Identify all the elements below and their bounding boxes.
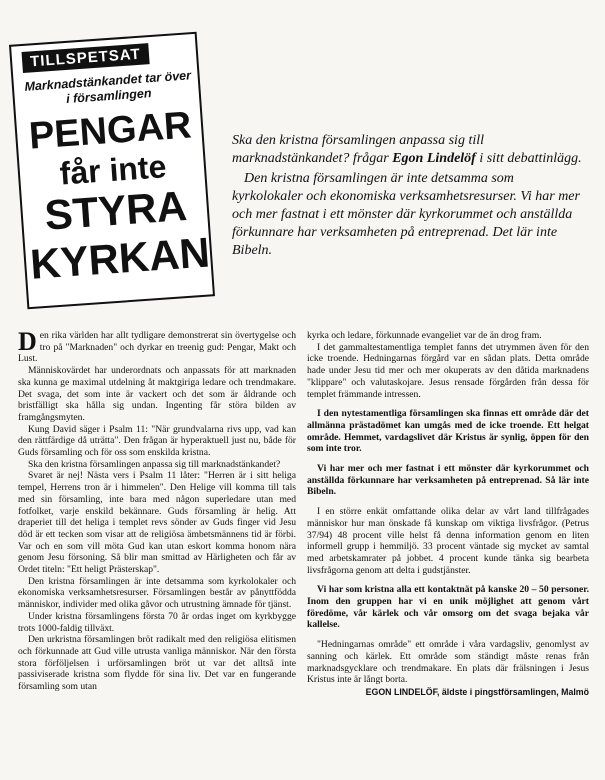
headline-box	[9, 32, 215, 309]
lead-paragraph-1: Ska den kristna församlingen anpassa sig till marknadstänkandet? frågar Egon Lindelöf i sitt debattinlägg.	[232, 133, 582, 166]
body-paragraph: Människovärdet har underordnats och anpassats för att marknaden ska kunna ge maximal utdelning åt maktgiriga ledare och trendmakare. Det svaga, det som inte är vackert och det som är åldrande och bristfälligt ska hålla sig undan. Ingenting får störa bilden av framgångsmyten.	[18, 365, 296, 423]
headline-line-2: får inte	[58, 148, 168, 192]
headline-line-1: PENGAR	[27, 104, 193, 158]
bold-paragraph: Vi har mer och mer fastnat i ett mönster där kyrkorummet och anställda förkunnare har verksamheten på entreprenad. Så lär inte Bibeln.	[307, 463, 589, 498]
body-paragraph: Kung David säger i Psalm 11: "När grundvalarna rivs upp, vad kan den rättfärdige då uträtta". Den frågan är hyperaktuell just nu, både för Guds församling och för oss som enskilda kristna.	[18, 423, 296, 459]
left-column	[18, 327, 296, 693]
body-paragraph: Den urkristna församlingen bröt radikalt med den religiösa elitismen och förkunnade att Gud ville utrusta vanliga människor. När den första stora förföljelsen i urförsamlingen bröt ut var det alltså inte passiviserade kristna som flydde för sina liv. Det var en fungerande församling som utan	[18, 634, 296, 693]
headline-line-4: KYRKAN	[28, 228, 212, 288]
section-kicker: TILLSPETSAT	[22, 43, 150, 73]
article-lead	[232, 132, 582, 262]
bold-paragraph: Vi har som kristna alla ett kontaktnät på kanske 20 – 50 personer. Inom den gruppen har vi en unik möjlighet att genom vårt föredöme, vår kärlek och vår omsorg om det svaga bejaka vår kallelse.	[307, 584, 589, 631]
lead-paragraph-2: Den kristna församlingen är inte detsamma som kyrkolokaler och ekonomiska verksamhetsresurser. Vi har mer och mer fastnat i ett mönster där kyrkorummet och anställda förkunnare har verksamheten på entreprenad. Det lär inte Bibeln.	[232, 171, 580, 258]
body-paragraph: I en större enkät omfattande olika delar av vårt land tillfrågades människor hur man önskade få kunskap om viktiga livsfrågor. (Petrus 37/94) 48 procent ville helst få denna information genom en liten informell grupp i hemmiljö. 33 procent väntade sig mycket av samtal med arbetskamrater på jobbet. 4 procent kunde tänka sig bearbeta livsfrågorna genom att delta i gudstjänster.	[307, 506, 589, 576]
lead-author: Egon Lindelöf	[392, 151, 476, 166]
drop-cap: D	[18, 327, 37, 356]
body-paragraph: "Hedningarnas område" ett område i våra vardagsliv, genomlyst av sanning och kärlek. Ett område som ständigt måste renas från marknadsgycklare och trendmakare. En plats där frälsningen i Jesus Kristus inte är långt borta.	[307, 639, 589, 686]
body-paragraph: Den rika världen har allt tydligare demonstrerat sin övertygelse och tro på "Marknaden" och dyrkar en treenig gud: Pengar, Makt och Lust.	[18, 327, 296, 365]
right-column	[307, 330, 589, 699]
bold-paragraph: I den nytestamentliga församlingen ska finnas ett område där det allmänna prästadömet kan umgås med de icke troende. Ett helgat område. Hemmet, vardagslivet där Kristus är synlig, öppen för den som inte tror.	[307, 408, 589, 455]
body-paragraph: Den kristna församlingen är inte detsamma som kyrkolokaler och ekonomiska verksamhetsresurser. Församlingen består av pånyttfödda människor, individer med olika gåvor och utrustning ämnade för tjänst.	[18, 575, 296, 611]
body-paragraph: Under kristna församlingens första 70 år ordas inget om kyrkbygge trots 1000-faldig tillväxt.	[18, 610, 296, 634]
body-paragraph: I det gammaltestamentliga templet fanns det utrymmen även för den icke troende. Hedningarnas förgård var en sådan plats. Detta område hade under Jesu tid mer och mer okuperats av den dåtida marknadens "klippare" och valutaskojare. Jesus rensade förgården från dessa för templet främmande intressen.	[307, 341, 589, 400]
body-paragraph: Svaret är nej! Nästa vers i Psalm 11 låter: "Herren är i sitt heliga tempel, Herrens tron är i himmelen". Den Helige vill komma till tals med sin församling, inte bara med någon superledare utan med fotfolket, varje enskild bekännare. Guds församling är helig. Att draperiet till det heliga i templet revs sönder av Guds finger vid Jesu död är ett tecken som visar att de religiösa ämbetsmännens tid är förbi. Var och en som vill möta Gud kan utan eskort komma honom nära genom Jesu försoning. Så blir man smittad av Härligheten och får av Ordet titeln: "Ett heligt Prästerskap".	[18, 470, 296, 576]
headline-subhead: Marknadstänkandet tar över i församlingen	[24, 68, 192, 107]
body-paragraph: Ska den kristna församlingen anpassa sig till marknadstänkandet?	[28, 458, 281, 470]
author-signature: EGON LINDELÖF, äldste i pingstförsamlingen, Malmö	[365, 686, 589, 697]
headline-line-3: STYRA	[43, 181, 189, 239]
body-paragraph: kyrka och ledare, förkunnade evangeliet var de än drog fram.	[307, 330, 542, 341]
